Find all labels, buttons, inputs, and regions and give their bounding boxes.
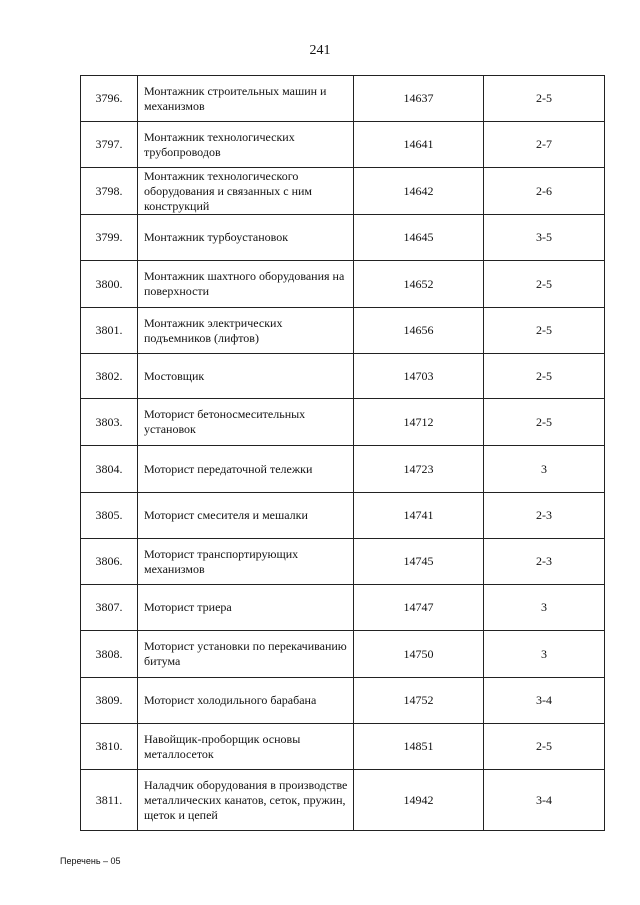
row-number: 3797.	[81, 122, 138, 168]
table-row	[81, 770, 605, 831]
profession-name: Моторист смесителя и мешалки	[138, 493, 354, 539]
profession-code: 14637	[354, 76, 484, 122]
table-body	[81, 76, 605, 831]
table-row	[81, 585, 605, 631]
profession-name: Монтажник строительных машин и механизмов	[138, 76, 354, 122]
footer-note: Перечень – 05	[60, 856, 121, 866]
table-row	[81, 399, 605, 446]
grade-range: 2-5	[484, 76, 605, 122]
table-row	[81, 168, 605, 215]
table-row	[81, 678, 605, 724]
table-row	[81, 122, 605, 168]
grade-range: 2-3	[484, 539, 605, 585]
profession-code: 14642	[354, 168, 484, 215]
row-number: 3798.	[81, 168, 138, 215]
row-number: 3810.	[81, 724, 138, 770]
grade-range: 3-4	[484, 678, 605, 724]
row-number: 3803.	[81, 399, 138, 446]
profession-name: Моторист транспортирующих механизмов	[138, 539, 354, 585]
row-number: 3811.	[81, 770, 138, 831]
row-number: 3808.	[81, 631, 138, 678]
profession-name: Моторист бетоносмесительных установок	[138, 399, 354, 446]
profession-table	[80, 75, 605, 831]
profession-code: 14942	[354, 770, 484, 831]
grade-range: 2-6	[484, 168, 605, 215]
profession-code: 14752	[354, 678, 484, 724]
grade-range: 2-5	[484, 399, 605, 446]
table-row	[81, 539, 605, 585]
row-number: 3801.	[81, 308, 138, 354]
grade-range: 3-5	[484, 215, 605, 261]
table-row	[81, 261, 605, 308]
row-number: 3809.	[81, 678, 138, 724]
table-row	[81, 631, 605, 678]
profession-name: Моторист триера	[138, 585, 354, 631]
profession-name: Монтажник шахтного оборудования на поверхности	[138, 261, 354, 308]
profession-name: Навойщик-проборщик основы металлосеток	[138, 724, 354, 770]
table-row	[81, 76, 605, 122]
profession-name: Моторист установки по перекачиванию битума	[138, 631, 354, 678]
profession-code: 14723	[354, 446, 484, 493]
profession-name: Монтажник турбоустановок	[138, 215, 354, 261]
row-number: 3807.	[81, 585, 138, 631]
profession-code: 14712	[354, 399, 484, 446]
profession-name: Моторист холодильного барабана	[138, 678, 354, 724]
grade-range: 2-5	[484, 261, 605, 308]
profession-name: Монтажник технологических трубопроводов	[138, 122, 354, 168]
table-row	[81, 493, 605, 539]
grade-range: 2-7	[484, 122, 605, 168]
grade-range: 2-5	[484, 724, 605, 770]
row-number: 3805.	[81, 493, 138, 539]
page-number: 241	[309, 43, 331, 58]
profession-code: 14641	[354, 122, 484, 168]
profession-code: 14652	[354, 261, 484, 308]
row-number: 3799.	[81, 215, 138, 261]
row-number: 3806.	[81, 539, 138, 585]
table-row	[81, 446, 605, 493]
grade-range: 2-5	[484, 308, 605, 354]
table-row	[81, 215, 605, 261]
profession-name: Монтажник электрических подъемников (лифтов)	[138, 308, 354, 354]
profession-code: 14656	[354, 308, 484, 354]
row-number: 3804.	[81, 446, 138, 493]
row-number: 3800.	[81, 261, 138, 308]
profession-code: 14747	[354, 585, 484, 631]
grade-range: 2-5	[484, 354, 605, 399]
profession-code: 14745	[354, 539, 484, 585]
grade-range: 3	[484, 585, 605, 631]
grade-range: 2-3	[484, 493, 605, 539]
row-number: 3796.	[81, 76, 138, 122]
profession-code: 14741	[354, 493, 484, 539]
grade-range: 3	[484, 631, 605, 678]
profession-name: Наладчик оборудования в производстве металлических канатов, сеток, пружин, щеток и цепей	[138, 770, 354, 831]
profession-name: Мостовщик	[138, 354, 354, 399]
row-number: 3802.	[81, 354, 138, 399]
table-row	[81, 724, 605, 770]
profession-code: 14851	[354, 724, 484, 770]
profession-name: Монтажник технологического оборудования и связанных с ним конструкций	[138, 168, 354, 215]
grade-range: 3-4	[484, 770, 605, 831]
table-row	[81, 308, 605, 354]
profession-name: Моторист передаточной тележки	[138, 446, 354, 493]
profession-code: 14750	[354, 631, 484, 678]
grade-range: 3	[484, 446, 605, 493]
profession-code: 14703	[354, 354, 484, 399]
profession-code: 14645	[354, 215, 484, 261]
table-row	[81, 354, 605, 399]
